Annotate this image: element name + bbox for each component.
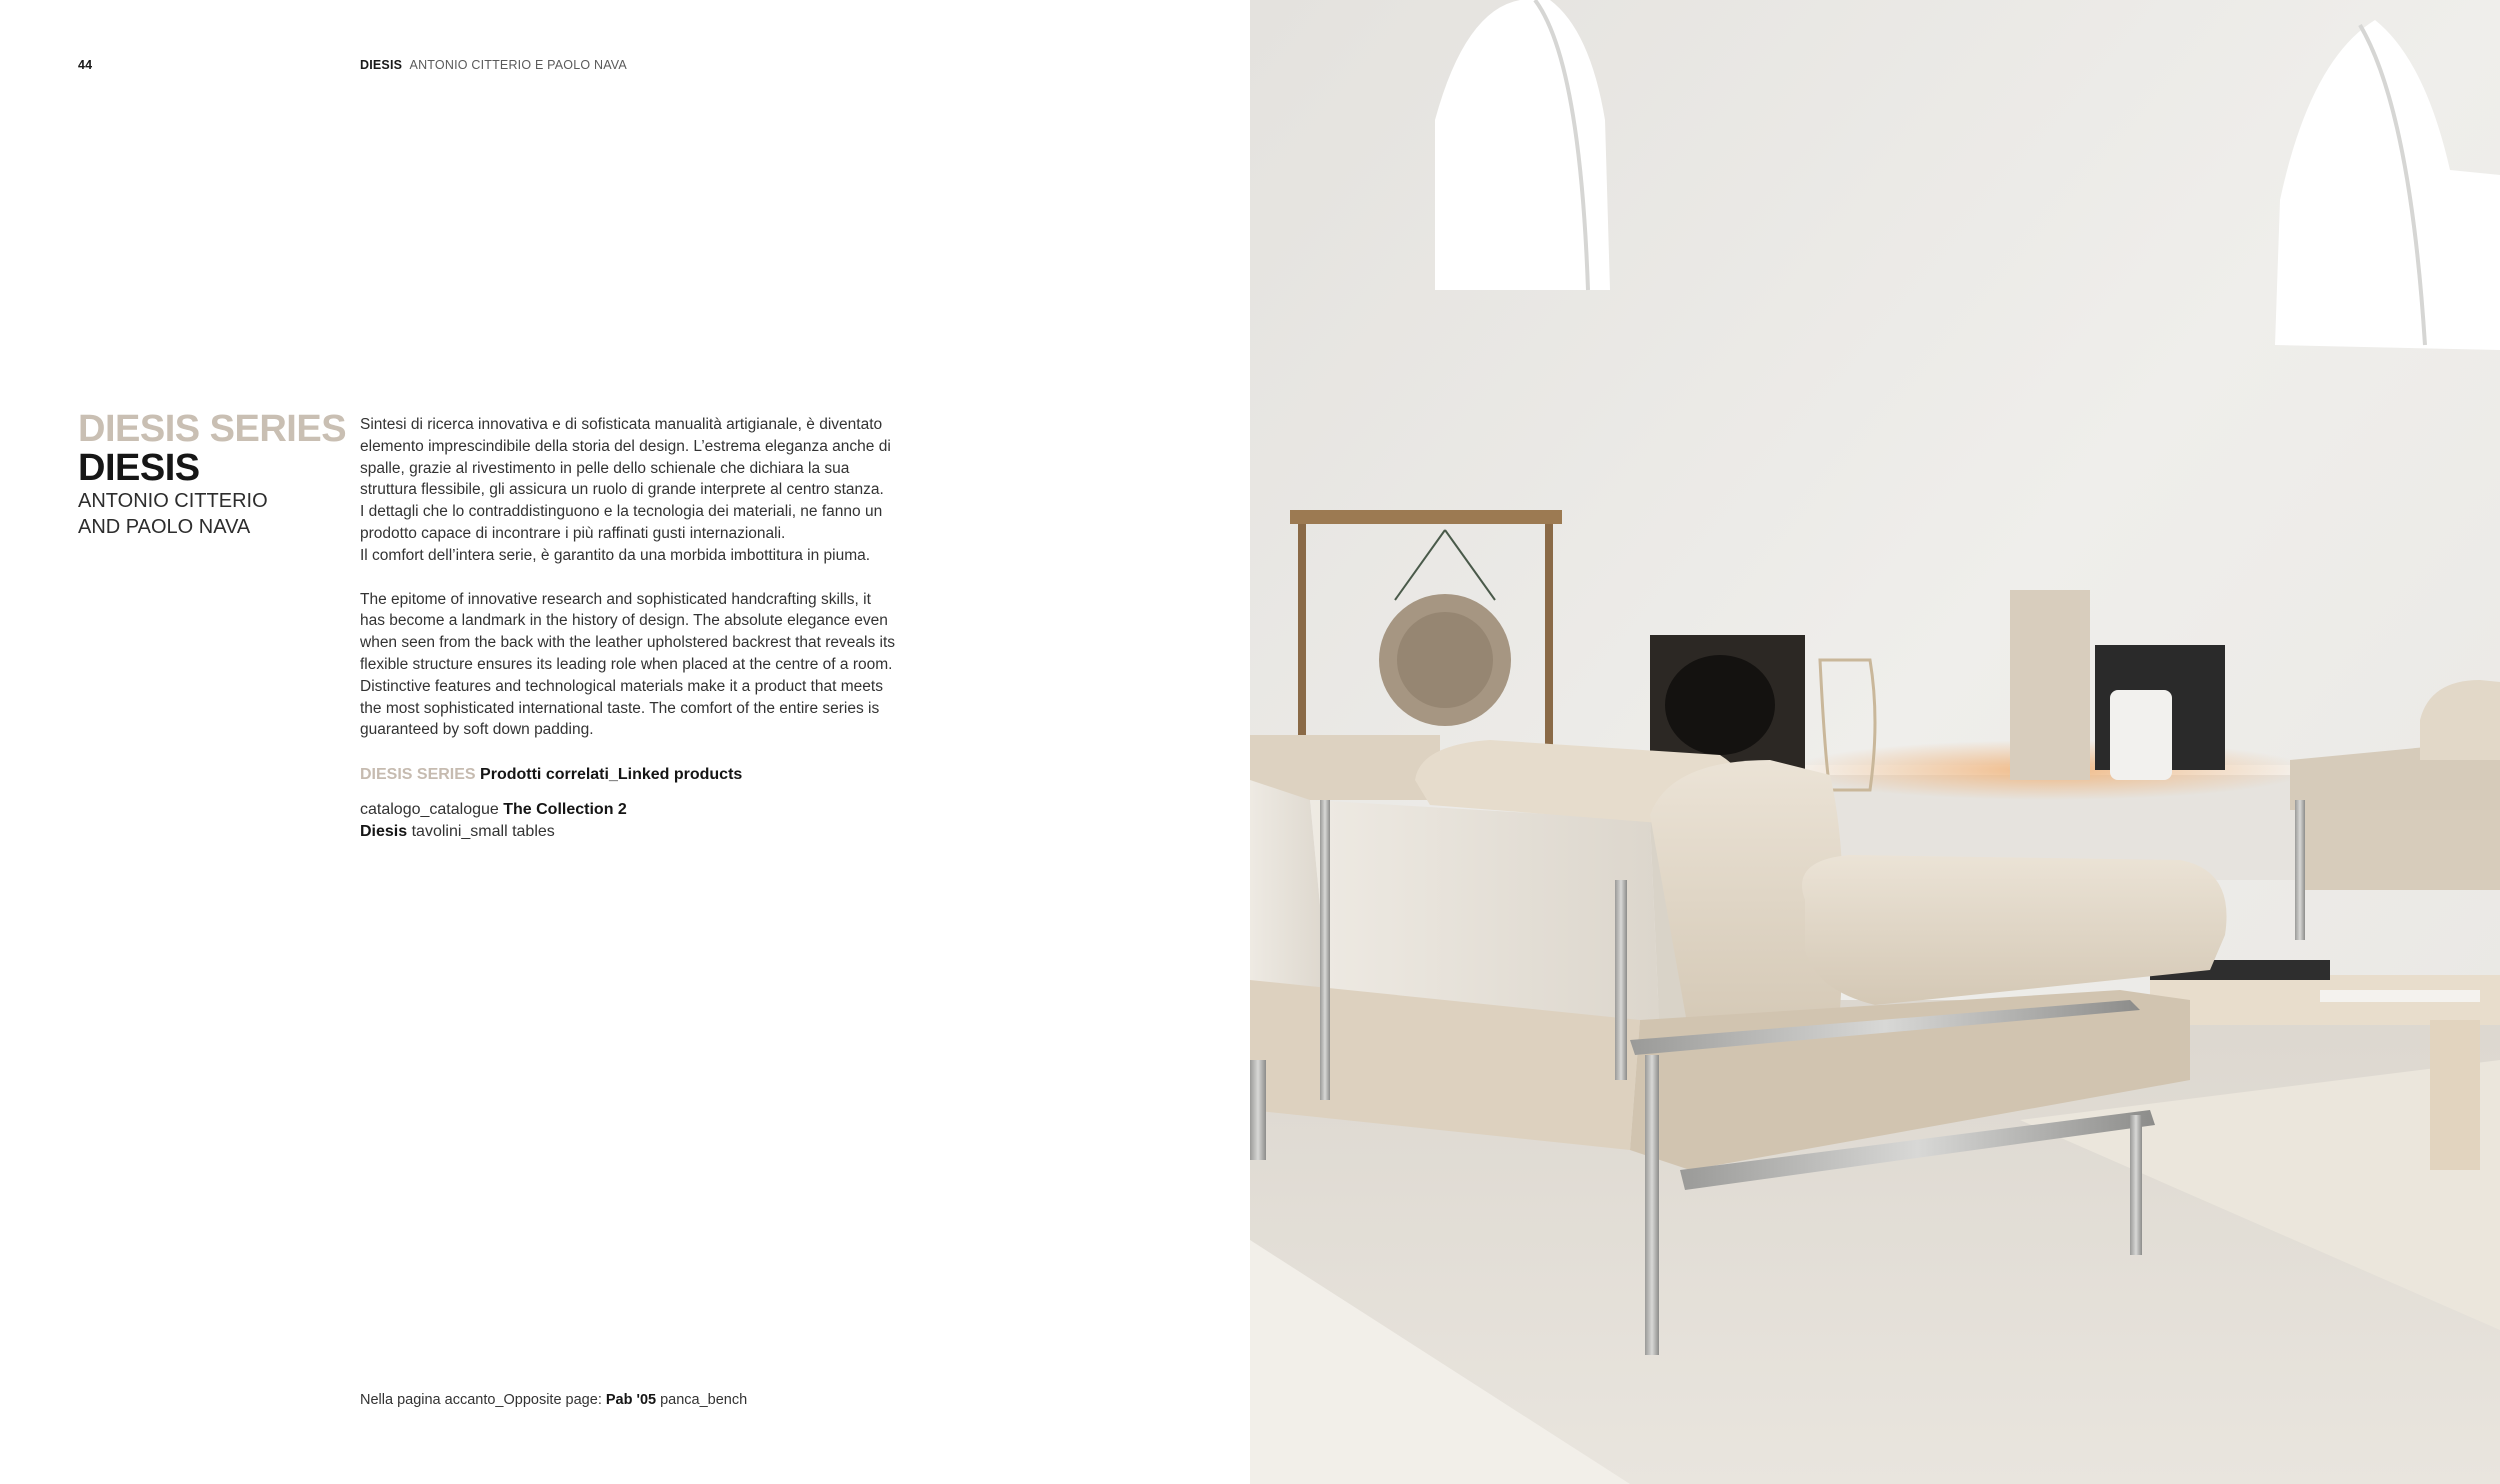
footnote-product: Pab '05 [605, 1392, 657, 1408]
product-title: DIESIS [78, 447, 200, 489]
linked-series: DIESIS SERIES [360, 766, 476, 783]
footnote-desc: panca_bench [660, 1392, 748, 1408]
linked-products-heading [360, 766, 742, 784]
running-header-left [360, 58, 627, 72]
series-title: DIESIS SERIES [78, 408, 347, 450]
header-brand: DIESIS [360, 58, 403, 72]
header-designers: ANTONIO CITTERIO E PAOLO NAVA [409, 58, 627, 72]
title-block [78, 410, 368, 540]
wooden-vase [2010, 590, 2090, 780]
opposite-page-note [360, 1392, 747, 1408]
catalogue-line [360, 799, 627, 821]
linked-label: Prodotti correlati_Linked products [480, 766, 743, 783]
english-paragraph-1: The epitome of innovative research and sophisticated handcrafting skills, it has become a landmark in the history of design. The absolute elegance even when seen from the back with the leather upholstered backrest that reveals its flexible structure ensures its leading role when placed at the centre of a room. [360, 590, 896, 673]
designer-line-1: ANTONIO CITTERIO [78, 490, 268, 512]
designer-line-2: AND PAOLO NAVA [78, 516, 251, 538]
italian-paragraph-3: Il comfort dell’intera serie, è garantito da una morbida imbottitura in piuma. [360, 546, 871, 564]
small-tables-name: Diesis [360, 823, 408, 840]
gong-stand-right [1545, 510, 1553, 750]
catalogue-value: The Collection 2 [503, 801, 627, 818]
catalogue-label: catalogo_catalogue [360, 801, 499, 818]
small-tables-desc: tavolini_small tables [411, 823, 555, 840]
page-number-left: 44 [78, 58, 93, 72]
small-tables-line [360, 821, 627, 843]
sofa-leg-right [2130, 1115, 2142, 1255]
italian-paragraph-2: I dettagli che lo contraddistinguono e la tecnologia dei materiali, ne fanno un prodotto capace di incontrare i più raffinati gusti internazionali. [360, 503, 883, 542]
linked-products-list [360, 799, 627, 843]
italian-paragraph-1: Sintesi di ricerca innovativa e di sofisticata manualità artigianale, è diventato elemento imprescindibile della storia del design. L’estrema eleganza anche di spalle, grazie al rivestimento in pelle dello schienale che dichiara la sua struttura flessibile, gli assicura un ruolo di grande interprete al centro stanza. [360, 416, 891, 499]
gong-stand-left [1298, 510, 1306, 740]
footnote-label: Nella pagina accanto_Opposite page: [360, 1392, 602, 1408]
white-bottle [2110, 690, 2172, 780]
sofa-leg-front [1645, 1055, 1659, 1355]
sofa-photo [1250, 0, 2500, 1484]
english-paragraph-2: Distinctive features and technological materials make it a product that meets the most sophisticated international taste. The comfort of the entire series is guaranteed by soft down padding. [360, 677, 883, 739]
description-text [360, 414, 900, 741]
